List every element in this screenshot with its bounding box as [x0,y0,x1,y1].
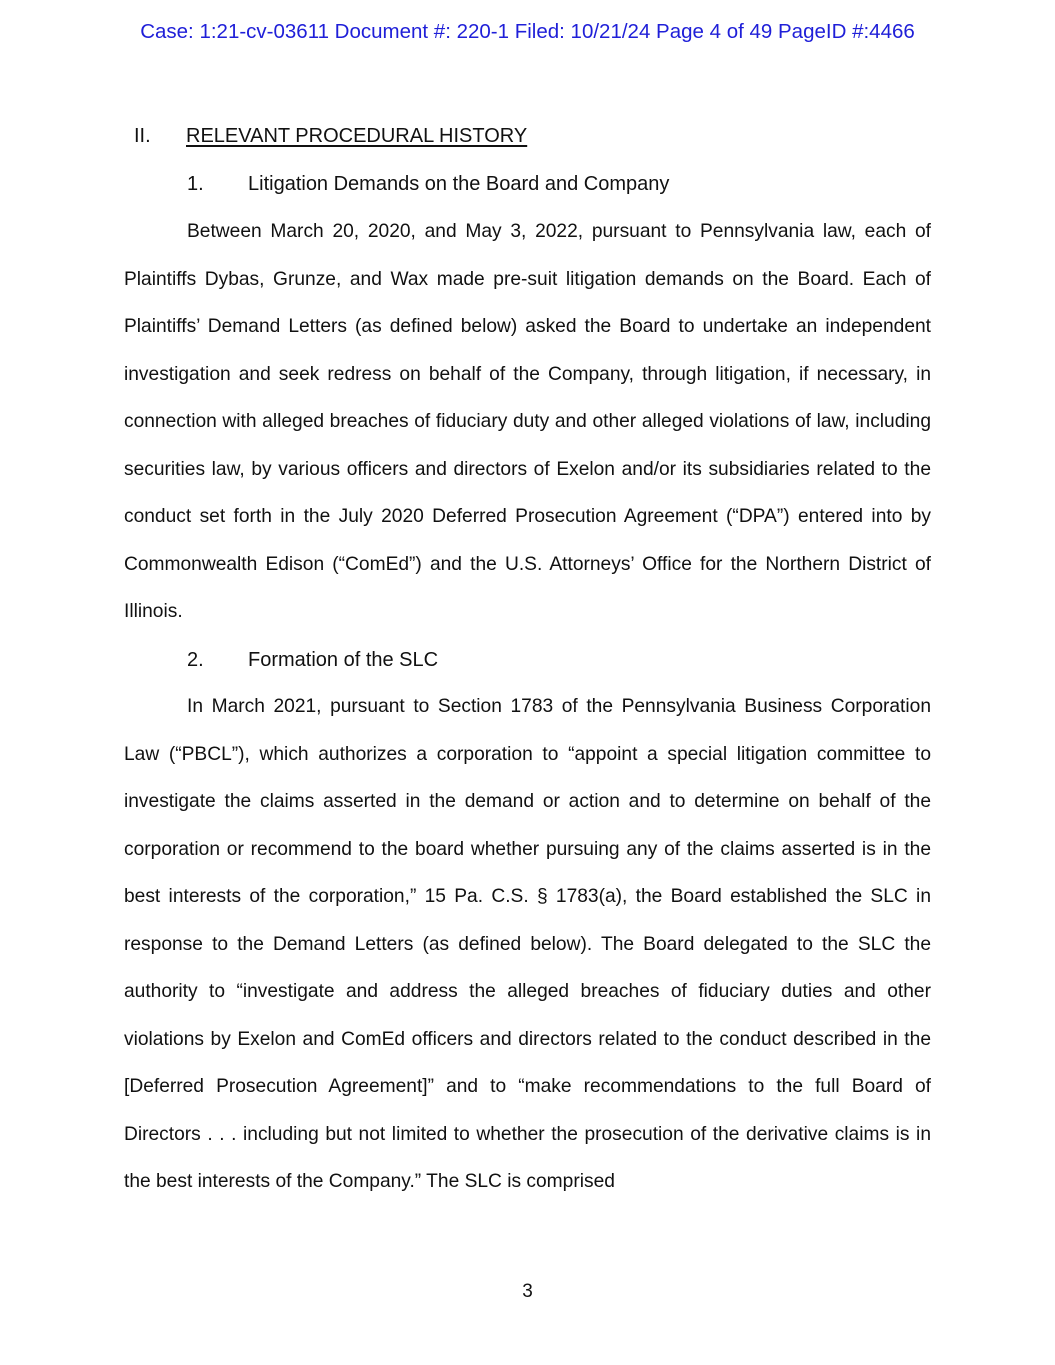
page-number: 3 [522,1281,533,1302]
case-header: Case: 1:21-cv-03611 Document #: 220-1 Filed: 10/21/24 Page 4 of 49 PageID #:4466 [140,20,915,43]
paragraph-litigation-demands: Between March 20, 2020, and May 3, 2022, pursuant to Pennsylvania law, each of Plaintiffs Dybas, Grunze, and Wax made pre-suit litigation demands on the Board. Each of Plaintiffs’ Demand Letters (as defined below) asked the Board to undertake an independent investigation and seek redress on behalf of the Company, through litigation, if necessary, in connection with alleged breaches of fiduciary duty and other alleged violations of law, including securities law, by various officers and directors of Exelon and/or its subsidiaries related to the conduct set forth in the July 2020 Deferred Prosecution Agreement (“DPA”) entered into by Commonwealth Edison (“ComEd”) and the U.S. Attorneys’ Office for the Northern District of Illinois. [124,221,931,622]
subsection-heading-2 [187,646,438,674]
paragraph-slc-formation: In March 2021, pursuant to Section 1783 of the Pennsylvania Business Corporation Law (“PBCL”), which authorizes a corporation to “appoint a special litigation committee to investigate the claims asserted in the demand or action and to determine on behalf of the corporation or recommend to the board whether pursuing any of the claims asserted is in the best interests of the corporation,” 15 Pa. C.S. § 1783(a), the Board established the SLC in response to the Demand Letters (as defined below). The Board delegated to the SLC the authority to “investigate and address the alleged breaches of fiduciary duties and other violations by Exelon and ComEd officers and directors related to the conduct described in the [Deferred Prosecution Agreement]” and to “make recommendations to the full Board of Directors . . . including but not limited to whether the prosecution of the derivative claims is in the best interests of the Company.” The SLC is comprised [124,696,931,1192]
subsection-number: 1. [187,173,204,195]
subsection-number: 2. [187,649,204,671]
subsection-heading-1 [187,170,669,198]
subsection-title: Formation of the SLC [248,649,439,671]
section-heading [134,122,527,150]
subsection-title: Litigation Demands on the Board and Company [248,173,670,195]
section-title: RELEVANT PROCEDURAL HISTORY [186,125,528,147]
section-number: II. [134,125,151,147]
